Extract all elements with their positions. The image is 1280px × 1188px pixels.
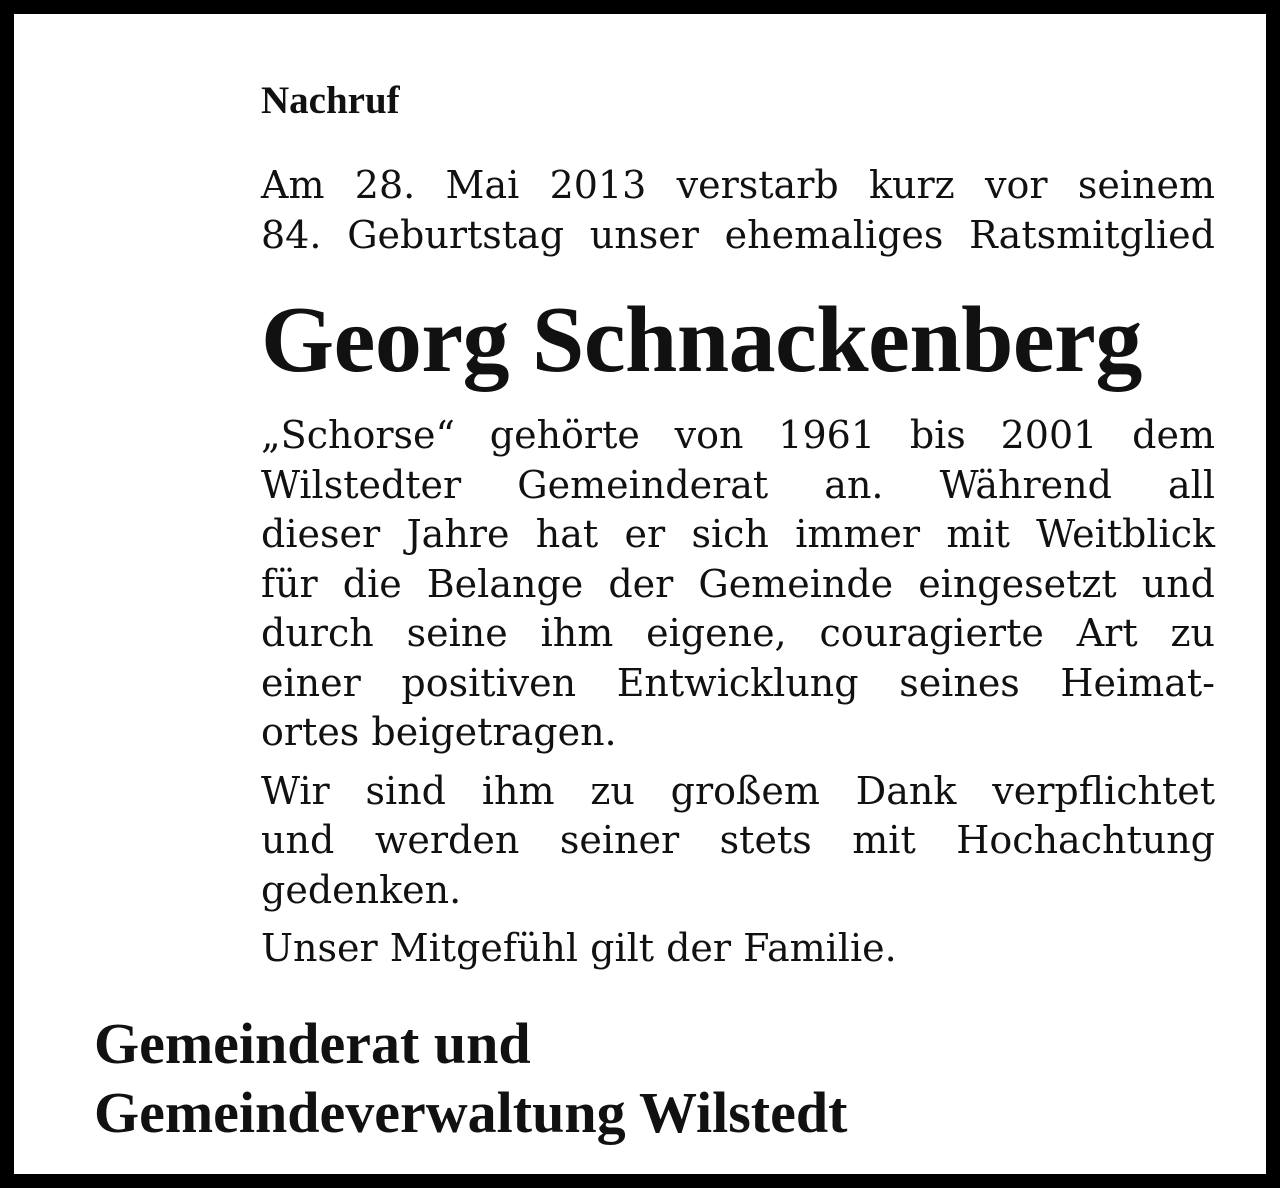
body-line: für die Belange der Gemeinde eingesetzt und: [261, 561, 1215, 606]
body-line: Unser Mitgefühl gilt der Familie.: [261, 926, 897, 970]
obituary-body: [261, 411, 1215, 983]
paragraph-tribute: [261, 411, 1215, 758]
body-line: „Schorse“ gehörte von 1961 bis 2001 dem: [261, 413, 1215, 457]
body-line: einer positiven Entwicklung seines Heimat-: [261, 660, 1215, 705]
signature-block: [94, 1009, 1194, 1147]
body-line: und werden seiner stets mit Hochachtung: [261, 818, 1215, 862]
intro-line: 84. Geburtstag unser ehemaliges Ratsmitglied: [261, 212, 1215, 257]
notice-heading: Nachruf: [261, 79, 400, 122]
body-line: Wir sind ihm zu großem Dank verpflichtet: [261, 768, 1215, 813]
paragraph-condolence: [261, 924, 1215, 974]
intro-line: Am 28. Mai 2013 verstarb kurz vor seinem: [261, 163, 1215, 207]
body-line: gedenken.: [261, 867, 462, 912]
body-line: ortes beigetragen.: [261, 710, 617, 754]
signature-line: Gemeindeverwaltung Wilstedt: [94, 1080, 848, 1145]
paragraph-gratitude: [261, 767, 1215, 916]
deceased-name: Georg Schnackenberg: [261, 288, 1142, 392]
signature-line: Gemeinderat und: [94, 1011, 531, 1076]
body-line: durch seine ihm eigene, couragierte Art zu: [261, 611, 1215, 655]
body-line: Wilstedter Gemeinderat an. Während all: [261, 462, 1215, 507]
body-line: dieser Jahre hat er sich immer mit Weitblick: [261, 512, 1215, 556]
intro-text: [261, 161, 1215, 260]
